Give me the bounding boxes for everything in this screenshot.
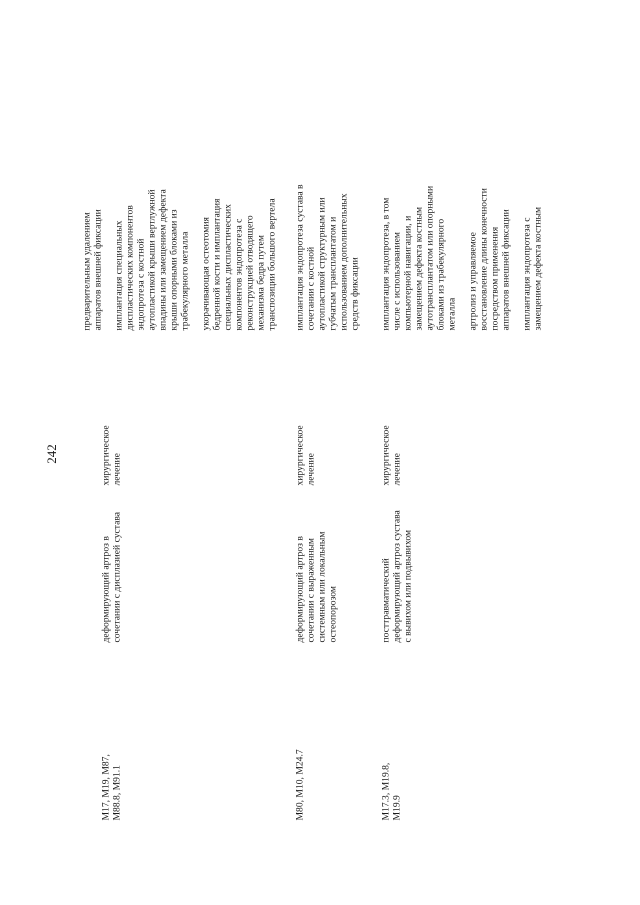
row-2-treatment-1-line-3: аутопластикой структурным или (316, 196, 327, 330)
row-2-treatment-1-line-6: средств фиксации (349, 256, 360, 330)
page-number: 242 (44, 444, 59, 464)
row-2-method-line-2: лечение (305, 452, 316, 485)
row-1-method-line-1: хирургическое (100, 424, 111, 485)
row-3-treatment-2-line-4: аппаратов внешней фиксации (500, 208, 511, 330)
row-3-treatment-3-line-1: имплантация эндопротеза с (521, 217, 532, 330)
row-3-treatment-1-line-7: металла (446, 297, 457, 330)
row-1-diagnosis-line-1: деформирующий артроз в (100, 535, 111, 642)
row-1-treatment-2-line-1: имплантация специальных (113, 220, 124, 330)
row-1-treatment-2-line-6: крыши опорными блоками из (168, 208, 179, 330)
row-3-treatment-1-line-4: замещением дефекта костным (413, 206, 424, 330)
row-1-treatment-3-line-3: специальных диспластических (222, 203, 233, 330)
row-1-treatment-1-line-2: аппаратов внешней фиксации (92, 208, 103, 330)
row-1-diagnosis-line-2: сочетании с дисплазией сустава (111, 511, 122, 642)
row-3-code-line-2: M19.9 (391, 794, 402, 820)
row-1-treatment-3-line-6: механизма бедра путем (255, 234, 266, 330)
row-3-code-line-1: M17.3, M19.8, (380, 762, 391, 820)
row-1-treatment-3-line-5: реконструкцией отводящего (244, 214, 255, 330)
row-2-diagnosis-line-3: системным или локальным (316, 531, 327, 642)
row-3-treatment-1-line-5: аутотрансплантатом или опорными (424, 185, 435, 330)
row-1-treatment-2-line-3: эндопротеза с костной (135, 238, 146, 330)
row-2-code-line-1: M80, M10, M24.7 (294, 748, 305, 820)
row-3-diagnosis-line-2: деформирующий артроз сустава (391, 509, 402, 642)
row-1-treatment-2-line-5: впадины или замещением дефекта (157, 188, 168, 330)
row-1-treatment-3-line-7: транспозиции большого вертела (266, 197, 277, 330)
row-1-code-line-1: M17, M19, M87, (100, 753, 111, 820)
row-3-treatment-1-line-2: числе с использованием (391, 231, 402, 330)
row-2-treatment-1-line-2: сочетании с костной (305, 246, 316, 330)
row-2-diagnosis-line-4: остеопорозом (327, 585, 338, 642)
row-3-method-line-1: хирургическое (380, 424, 391, 485)
row-1-method-line-2: лечение (111, 452, 122, 485)
row-1-code-line-2: M88.8, M91.1 (111, 764, 122, 820)
row-3-diagnosis-line-3: с вывихом или подвывихом (402, 529, 413, 642)
row-3-diagnosis-line-1: посттравматический (380, 557, 391, 642)
row-1-treatment-3-line-1: укорачивающая остеотомия (200, 216, 211, 330)
row-1-treatment-2-line-4: аутопластикой крыши вертлужной (146, 188, 157, 330)
row-3-treatment-1-line-6: блоками из трабекулярного (435, 218, 446, 330)
row-3-treatment-1-line-3: компьютерной навигации, и (402, 215, 413, 330)
row-2-diagnosis-line-1: деформирующий артроз в (294, 535, 305, 642)
row-1-treatment-3-line-2: бедренной кости и имплантация (211, 198, 222, 330)
row-3-treatment-2-line-2: восстановление длины конечности (478, 187, 489, 330)
row-1-treatment-3-line-4: компонентов эндопротеза с (233, 218, 244, 330)
row-3-treatment-1-line-1: имплантация эндопротеза, в том (380, 197, 391, 330)
row-3-method-line-2: лечение (391, 452, 402, 485)
row-2-treatment-1-line-5: использованием дополнительных (338, 192, 349, 330)
rotated-table (81, 55, 543, 820)
row-2-method-line-1: хирургическое (294, 424, 305, 485)
row-1-treatment-2-line-2: диспластических компонентов (124, 204, 135, 330)
row-1-treatment-2-line-7: трабекулярного металла (179, 231, 190, 330)
row-3-treatment-3-line-2: замещением дефекта костным (532, 206, 543, 330)
row-2-diagnosis-line-2: сочетании с выраженным (305, 537, 316, 642)
row-3-treatment-2-line-1: артролиз и управляемое (467, 231, 478, 330)
row-1-treatment-1-line-1: предварительным удалением (81, 211, 92, 330)
row-2-treatment-1-line-4: губчатым трансплантатом и (327, 216, 338, 330)
row-3-treatment-2-line-3: посредством применения (489, 226, 500, 330)
row-2-treatment-1-line-1: имплантация эндопротеза сустава в (294, 183, 305, 330)
